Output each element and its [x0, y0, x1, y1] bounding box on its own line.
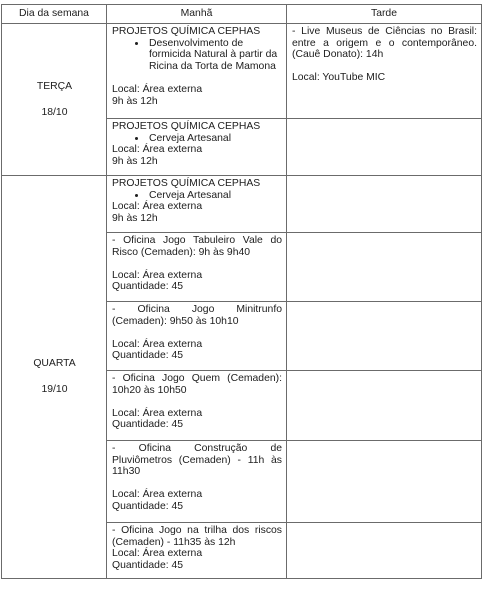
header-morning: Manhã	[107, 5, 287, 24]
day-cell-terca	[2, 24, 107, 176]
activity-local: Local: Área externa	[112, 548, 203, 560]
bullet-list	[112, 133, 282, 145]
activity-title: PROJETOS QUÍMICA CEPHAS	[112, 121, 261, 132]
activity-quantity: Quantidade: 45	[112, 500, 184, 512]
activity-quantity: Quantidade: 45	[112, 281, 184, 293]
activity-time: 9h às 12h	[112, 155, 158, 167]
activity-local: Local: Área externa	[112, 83, 203, 95]
activity-quantity: Quantidade: 45	[112, 559, 184, 571]
activity-text: - Oficina Jogo Tabuleiro Vale do Risco (Cemaden): 9h às 9h40	[112, 235, 282, 258]
activity-local: Local: YouTube MIC	[292, 72, 386, 84]
afternoon-cell	[287, 371, 482, 441]
morning-cell	[107, 24, 287, 119]
bullet-list	[112, 38, 282, 73]
morning-cell	[107, 441, 287, 523]
header-day: Dia da semana	[2, 5, 107, 24]
afternoon-cell	[287, 441, 482, 523]
schedule-table	[1, 4, 482, 579]
activity-text: - Oficina Jogo na trilha dos riscos (Cemaden) - 11h35 às 12h	[112, 525, 282, 548]
activity-local: Local: Área externa	[112, 338, 203, 350]
bullet-item: • Cerveja Artesanal	[147, 133, 282, 145]
morning-cell	[107, 523, 287, 579]
bullet-list	[112, 190, 282, 202]
morning-cell	[107, 233, 287, 302]
afternoon-cell	[287, 176, 482, 233]
activity-local: Local: Área externa	[112, 201, 203, 213]
activity-text: - Live Museus de Ciências no Brasil: entre a origem e o contemporâneo. (Cauê Donato): 14h	[292, 26, 477, 61]
activity-title: PROJETOS QUÍMICA CEPHAS	[112, 178, 261, 189]
day-name: QUARTA	[33, 358, 76, 370]
afternoon-cell	[287, 523, 482, 579]
table-row	[2, 176, 482, 233]
day-date: 18/10	[41, 106, 68, 118]
morning-cell	[107, 176, 287, 233]
morning-cell	[107, 371, 287, 441]
header-afternoon: Tarde	[287, 5, 482, 24]
activity-title: PROJETOS QUÍMICA CEPHAS	[112, 26, 261, 37]
activity-text: - Oficina Construção de Pluviômetros (Cemaden) - 11h às 11h30	[112, 443, 282, 478]
morning-cell	[107, 302, 287, 371]
activity-text: - Oficina Jogo Minitrunfo (Cemaden): 9h50 às 10h10	[112, 304, 282, 327]
activity-local: Local: Área externa	[112, 269, 203, 281]
day-date: 19/10	[41, 384, 68, 395]
header-row	[2, 5, 482, 24]
activity-text: - Oficina Jogo Quem (Cemaden): 10h20 às 10h50	[112, 373, 282, 396]
bullet-item: • Desenvolvimento de formicida Natural à partir da Ricina da Torta de Mamona	[147, 38, 282, 73]
afternoon-cell	[287, 302, 482, 371]
morning-cell	[107, 119, 287, 176]
table-row	[2, 24, 482, 119]
activity-local: Local: Área externa	[112, 144, 203, 156]
day-cell-quarta	[2, 176, 107, 579]
afternoon-cell	[287, 233, 482, 302]
day-name: TERÇA	[36, 80, 73, 92]
activity-time: 9h às 12h	[112, 212, 158, 224]
afternoon-cell	[287, 119, 482, 176]
activity-quantity: Quantidade: 45	[112, 419, 184, 431]
afternoon-cell	[287, 24, 482, 119]
bullet-item: • Cerveja Artesanal	[147, 190, 282, 202]
activity-local: Local: Área externa	[112, 489, 203, 501]
activity-time: 9h às 12h	[112, 95, 158, 107]
activity-local: Local: Área externa	[112, 407, 203, 419]
activity-quantity: Quantidade: 45	[112, 350, 184, 362]
